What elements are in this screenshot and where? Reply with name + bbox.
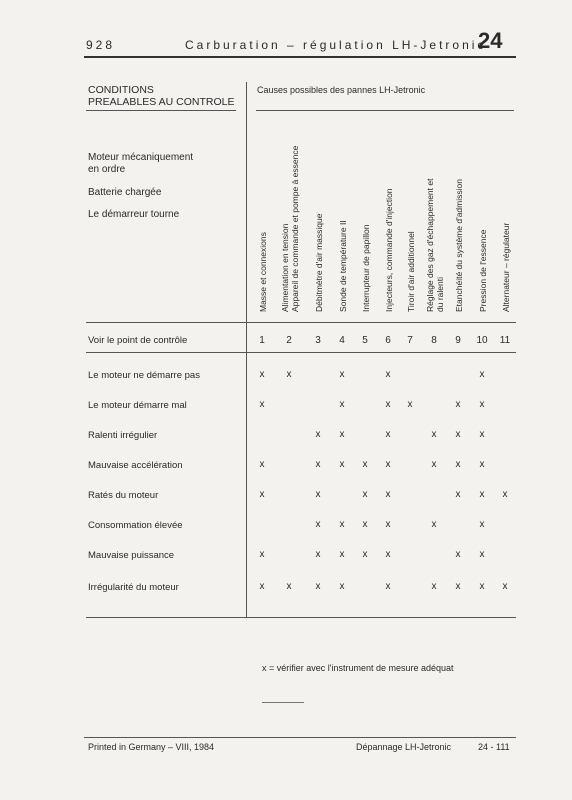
check-mark: x [479,581,485,592]
check-mark: x [431,429,437,440]
check-mark: x [259,581,265,592]
check-mark: x [479,489,485,500]
precondition-item: Batterie chargée [88,187,162,198]
check-mark: x [479,459,485,470]
check-mark: x [455,581,461,592]
precondition-item: Moteur mécaniquement [88,152,194,163]
cause-column-label: Interrupteur de papillon [361,224,371,312]
symptom-label: Ratés du moteur [88,490,159,501]
cause-column-label: Pression de l'essence [478,229,488,312]
header-page-number: 24 [478,28,503,53]
cause-column-label: Alimentation en tension [280,223,290,312]
check-mark: x [315,549,321,560]
footer-printed: Printed in Germany – VIII, 1984 [88,742,215,752]
check-mark: x [385,549,391,560]
check-mark: x [502,489,508,500]
column-number: 8 [431,335,437,346]
symptom-label: Mauvaise puissance [88,550,175,561]
column-header-rule [86,322,516,323]
causes-header-underline [256,110,514,111]
precondition-item: en ordre [88,164,126,175]
check-mark: x [479,429,485,440]
table-bottom-rule [86,617,516,618]
cause-column-label: Etanchéité du système d'admission [454,179,464,312]
check-mark: x [385,429,391,440]
column-number: 11 [499,335,511,346]
footer-section-title: Dépannage LH-Jetronic [356,742,452,752]
check-mark: x [362,459,368,470]
symptom-label: Le moteur ne démarre pas [88,370,200,381]
check-mark: x [315,519,321,530]
check-mark: x [259,549,265,560]
column-number: 10 [476,335,488,346]
header-rule [84,56,516,58]
check-mark: x [455,429,461,440]
column-number: 5 [362,335,368,346]
check-mark: x [259,369,265,380]
check-mark: x [339,549,345,560]
check-mark: x [362,549,368,560]
check-mark: x [315,581,321,592]
cause-column-label: Tiroir d'air additionnel [406,231,416,312]
check-mark: x [259,459,265,470]
column-number: 3 [315,335,321,346]
check-mark: x [259,399,265,410]
cause-column-label: Injecteurs, commande d'injection [384,188,394,312]
check-mark: x [385,459,391,470]
check-mark: x [315,429,321,440]
cause-column-label: Sonde de température II [338,220,348,312]
causes-header: Causes possibles des pannes LH-Jetronic [257,85,426,95]
check-mark: x [362,519,368,530]
preconditions-title-line2: PREALABLES AU CONTROLE [88,96,235,108]
column-number: 6 [385,335,391,346]
table-vertical-divider [246,82,247,618]
column-number: 4 [339,335,345,346]
check-mark: x [431,459,437,470]
check-mark: x [339,399,345,410]
check-mark: x [259,489,265,500]
check-point-label: Voir le point de contrôle [88,335,188,346]
footer-page: 24 - 111 [478,742,510,752]
symptom-label: Irrégularité du moteur [88,582,179,593]
header-section-number: 928 [86,38,116,52]
check-mark: x [385,399,391,410]
check-mark: x [479,399,485,410]
check-mark: x [339,429,345,440]
check-mark: x [455,549,461,560]
cause-column-label: Appareil de commande et pompe à essence [290,145,300,312]
symptom-label: Consommation élevée [88,520,183,531]
check-mark: x [315,489,321,500]
check-mark: x [286,581,292,592]
cause-column-label: Réglage des gaz d'échappement et [425,178,435,312]
check-mark: x [479,369,485,380]
check-mark: x [339,581,345,592]
check-mark: x [407,399,413,410]
check-mark: x [431,581,437,592]
column-number: 2 [286,335,292,346]
cause-column-label: Débitmètre d'air massique [314,213,324,312]
check-mark: x [385,519,391,530]
column-number: 9 [455,335,461,346]
column-number: 7 [407,335,413,346]
check-mark: x [339,459,345,470]
precondition-item: Le démarreur tourne [88,209,180,220]
check-mark: x [455,489,461,500]
header-title: Carburation – régulation LH-Jetronic [185,38,487,52]
check-mark: x [315,459,321,470]
check-mark: x [385,369,391,380]
symptom-label: Mauvaise accélération [88,460,183,471]
cause-column-label: Alternateur – régulateur [501,222,511,312]
check-mark: x [479,549,485,560]
legend-short-rule [262,702,304,703]
check-mark: x [479,519,485,530]
check-mark: x [385,489,391,500]
symptom-label: Ralenti irrégulier [88,430,158,441]
check-mark: x [455,459,461,470]
preconditions-title-underline [86,110,236,111]
footer-rule [84,737,516,738]
legend-text: x = vérifier avec l'instrument de mesure adéquat [262,663,454,673]
symptom-label: Le moteur démarre mal [88,400,187,411]
check-mark: x [339,369,345,380]
numbers-rule [86,352,516,353]
preconditions-title-line1: CONDITIONS [88,84,154,96]
check-mark: x [502,581,508,592]
check-mark: x [362,489,368,500]
check-mark: x [431,519,437,530]
column-number: 1 [259,335,265,346]
check-mark: x [339,519,345,530]
check-mark: x [455,399,461,410]
cause-column-label: Masse et connexions [258,232,268,312]
check-mark: x [385,581,391,592]
cause-column-label: du ralenti [435,277,445,312]
check-mark: x [286,369,292,380]
